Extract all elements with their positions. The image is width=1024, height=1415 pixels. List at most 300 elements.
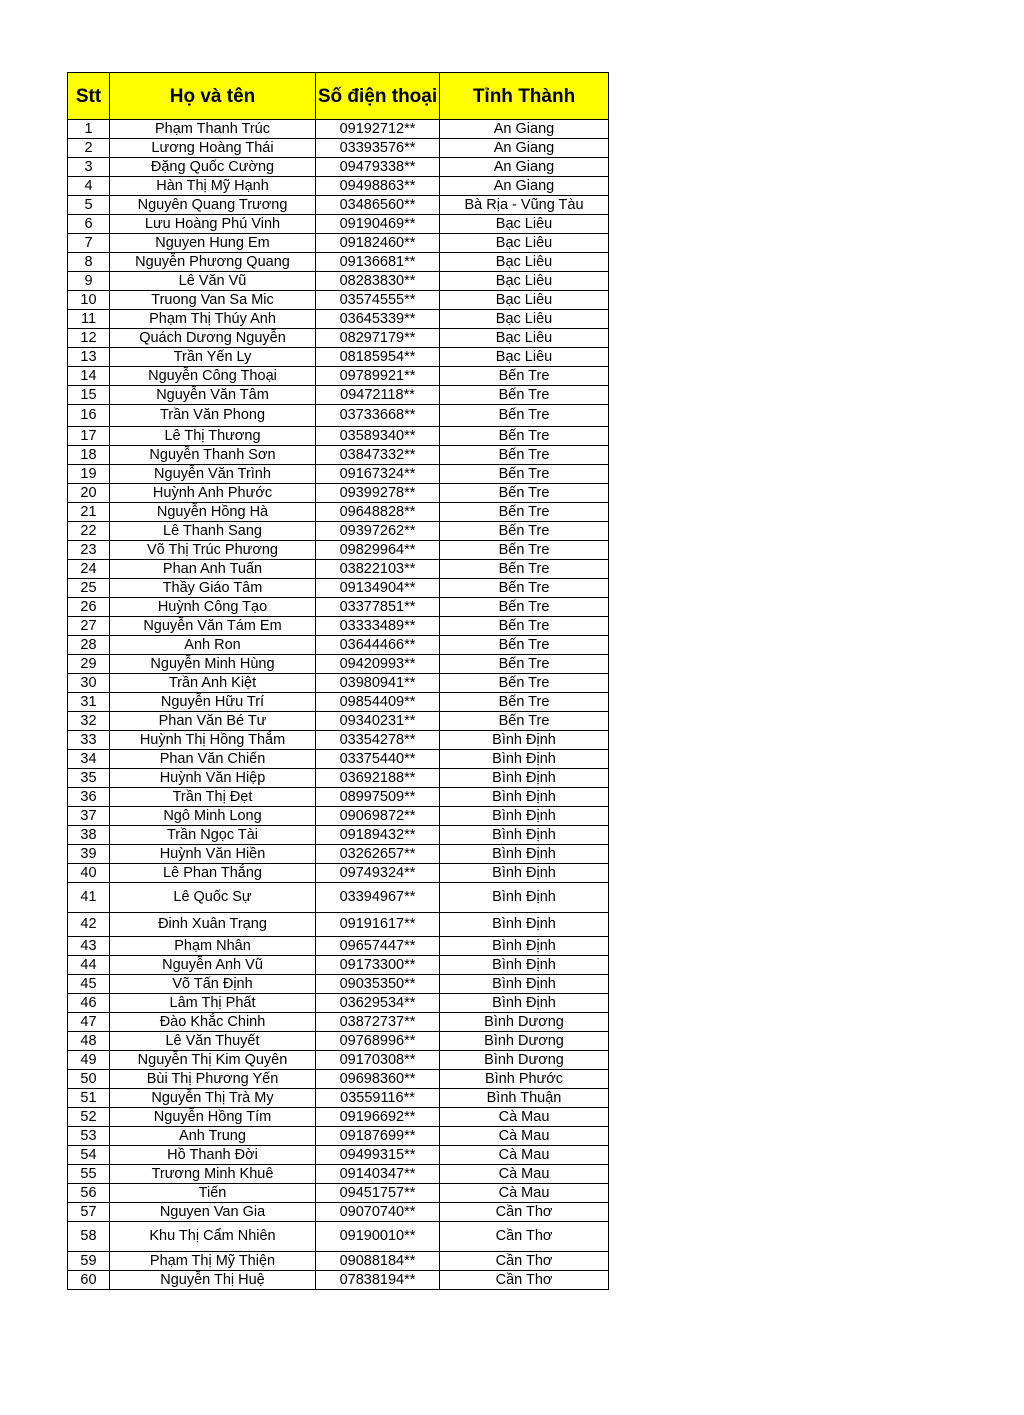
table-row — [68, 465, 609, 484]
cell-name: Võ Tấn Định — [110, 975, 316, 994]
header-stt: Stt — [68, 73, 110, 120]
cell-province: Bến Tre — [440, 522, 609, 541]
cell-stt: 11 — [68, 310, 110, 329]
cell-stt: 15 — [68, 386, 110, 405]
cell-stt: 2 — [68, 139, 110, 158]
cell-phone: 09498863** — [316, 177, 440, 196]
cell-province: Bến Tre — [440, 465, 609, 484]
cell-stt: 10 — [68, 291, 110, 310]
cell-phone: 03375440** — [316, 750, 440, 769]
cell-phone: 09190010** — [316, 1222, 440, 1252]
cell-province: Bến Tre — [440, 693, 609, 712]
table-row — [68, 541, 609, 560]
cell-stt: 24 — [68, 560, 110, 579]
table-row — [68, 1271, 609, 1290]
cell-stt: 9 — [68, 272, 110, 291]
cell-phone: 03354278** — [316, 731, 440, 750]
cell-name: Nguyen Hung Em — [110, 234, 316, 253]
cell-name: Nguyễn Thị Huệ — [110, 1271, 316, 1290]
cell-phone: 08997509** — [316, 788, 440, 807]
cell-province: An Giang — [440, 139, 609, 158]
table-row — [68, 913, 609, 937]
table-row — [68, 139, 609, 158]
table-row — [68, 560, 609, 579]
cell-name: Lâm Thị Phất — [110, 994, 316, 1013]
cell-province: Bình Dương — [440, 1032, 609, 1051]
cell-stt: 29 — [68, 655, 110, 674]
table-row — [68, 636, 609, 655]
cell-stt: 3 — [68, 158, 110, 177]
cell-stt: 59 — [68, 1252, 110, 1271]
cell-phone: 03822103** — [316, 560, 440, 579]
cell-name: Võ Thị Trúc Phương — [110, 541, 316, 560]
cell-stt: 51 — [68, 1089, 110, 1108]
cell-phone: 03872737** — [316, 1013, 440, 1032]
cell-province: Bình Định — [440, 788, 609, 807]
table-row — [68, 937, 609, 956]
table-row — [68, 956, 609, 975]
cell-phone: 03692188** — [316, 769, 440, 788]
cell-phone: 09340231** — [316, 712, 440, 731]
cell-name: Nguyễn Minh Hùng — [110, 655, 316, 674]
cell-stt: 32 — [68, 712, 110, 731]
table-row — [68, 427, 609, 446]
cell-province: Cà Mau — [440, 1108, 609, 1127]
cell-province: Bến Tre — [440, 541, 609, 560]
cell-phone: 09173300** — [316, 956, 440, 975]
cell-phone: 03980941** — [316, 674, 440, 693]
cell-province: Bình Định — [440, 913, 609, 937]
cell-name: Phan Văn Chiến — [110, 750, 316, 769]
cell-name: Nguyễn Anh Vũ — [110, 956, 316, 975]
cell-province: Bạc Liêu — [440, 215, 609, 234]
table-row — [68, 503, 609, 522]
table-row — [68, 807, 609, 826]
cell-province: Bạc Liêu — [440, 310, 609, 329]
table-row — [68, 975, 609, 994]
table-row — [68, 177, 609, 196]
cell-name: Phạm Thanh Trúc — [110, 120, 316, 139]
table-row — [68, 845, 609, 864]
cell-stt: 47 — [68, 1013, 110, 1032]
cell-stt: 38 — [68, 826, 110, 845]
cell-stt: 21 — [68, 503, 110, 522]
cell-stt: 39 — [68, 845, 110, 864]
cell-name: Phạm Thị Thúy Anh — [110, 310, 316, 329]
table-row — [68, 310, 609, 329]
cell-stt: 54 — [68, 1146, 110, 1165]
cell-name: Nguyễn Phương Quang — [110, 253, 316, 272]
table-row — [68, 234, 609, 253]
table-row — [68, 788, 609, 807]
cell-province: Bình Định — [440, 956, 609, 975]
cell-stt: 13 — [68, 348, 110, 367]
table-row — [68, 1252, 609, 1271]
table-row — [68, 1051, 609, 1070]
cell-name: Huỳnh Văn Hiệp — [110, 769, 316, 788]
table-row — [68, 1127, 609, 1146]
cell-stt: 5 — [68, 196, 110, 215]
cell-phone: 03333489** — [316, 617, 440, 636]
cell-name: Trần Anh Kiệt — [110, 674, 316, 693]
cell-name: Đào Khắc Chinh — [110, 1013, 316, 1032]
cell-province: Bến Tre — [440, 367, 609, 386]
cell-province: Bến Tre — [440, 446, 609, 465]
table-row — [68, 750, 609, 769]
cell-stt: 18 — [68, 446, 110, 465]
cell-stt: 25 — [68, 579, 110, 598]
cell-stt: 23 — [68, 541, 110, 560]
cell-name: Bùi Thị Phương Yến — [110, 1070, 316, 1089]
table-row — [68, 1013, 609, 1032]
cell-name: Anh Ron — [110, 636, 316, 655]
cell-stt: 55 — [68, 1165, 110, 1184]
cell-name: Thầy Giáo Tâm — [110, 579, 316, 598]
cell-phone: 03486560** — [316, 196, 440, 215]
table-row — [68, 405, 609, 427]
cell-name: Lê Quốc Sự — [110, 883, 316, 913]
cell-name: Nguyên Quang Trương — [110, 196, 316, 215]
cell-phone: 09035350** — [316, 975, 440, 994]
cell-name: Nguyễn Thị Kim Quyên — [110, 1051, 316, 1070]
cell-province: Bình Định — [440, 731, 609, 750]
cell-phone: 09854409** — [316, 693, 440, 712]
cell-stt: 40 — [68, 864, 110, 883]
cell-stt: 37 — [68, 807, 110, 826]
table-row — [68, 1222, 609, 1252]
cell-name: Trần Ngọc Tài — [110, 826, 316, 845]
cell-stt: 35 — [68, 769, 110, 788]
cell-name: Nguyễn Thị Trà My — [110, 1089, 316, 1108]
cell-stt: 58 — [68, 1222, 110, 1252]
cell-name: Phạm Thị Mỹ Thiện — [110, 1252, 316, 1271]
cell-name: Trần Văn Phong — [110, 405, 316, 427]
cell-province: Bạc Liêu — [440, 253, 609, 272]
cell-stt: 1 — [68, 120, 110, 139]
table-row — [68, 1165, 609, 1184]
table-row — [68, 1108, 609, 1127]
cell-province: Bình Dương — [440, 1051, 609, 1070]
header-province: Tỉnh Thành — [440, 73, 609, 120]
cell-stt: 6 — [68, 215, 110, 234]
table-row — [68, 215, 609, 234]
cell-stt: 43 — [68, 937, 110, 956]
cell-name: Trần Yến Ly — [110, 348, 316, 367]
cell-stt: 56 — [68, 1184, 110, 1203]
table-row — [68, 826, 609, 845]
table-row — [68, 253, 609, 272]
table-row — [68, 693, 609, 712]
cell-phone: 09088184** — [316, 1252, 440, 1271]
cell-stt: 26 — [68, 598, 110, 617]
table-row — [68, 598, 609, 617]
cell-name: Nguyễn Hồng Hà — [110, 503, 316, 522]
table-row — [68, 1032, 609, 1051]
cell-phone: 03393576** — [316, 139, 440, 158]
cell-province: Bình Phước — [440, 1070, 609, 1089]
cell-province: An Giang — [440, 158, 609, 177]
table-row — [68, 120, 609, 139]
cell-phone: 09657447** — [316, 937, 440, 956]
cell-name: Trần Thị Đẹt — [110, 788, 316, 807]
cell-stt: 30 — [68, 674, 110, 693]
cell-name: Lê Văn Thuyết — [110, 1032, 316, 1051]
cell-phone: 03589340** — [316, 427, 440, 446]
cell-phone: 09472118** — [316, 386, 440, 405]
cell-name: Phan Anh Tuấn — [110, 560, 316, 579]
cell-name: Lê Văn Vũ — [110, 272, 316, 291]
cell-province: An Giang — [440, 177, 609, 196]
table-row — [68, 158, 609, 177]
cell-stt: 7 — [68, 234, 110, 253]
cell-stt: 49 — [68, 1051, 110, 1070]
cell-province: Bến Tre — [440, 598, 609, 617]
cell-stt: 36 — [68, 788, 110, 807]
cell-province: Bình Định — [440, 883, 609, 913]
cell-stt: 50 — [68, 1070, 110, 1089]
cell-province: Bạc Liêu — [440, 291, 609, 310]
table-row — [68, 1089, 609, 1108]
cell-phone: 09196692** — [316, 1108, 440, 1127]
cell-name: Lương Hoàng Thái — [110, 139, 316, 158]
cell-phone: 09499315** — [316, 1146, 440, 1165]
cell-phone: 09140347** — [316, 1165, 440, 1184]
cell-province: Bến Tre — [440, 427, 609, 446]
cell-province: Bến Tre — [440, 560, 609, 579]
cell-name: Đinh Xuân Trạng — [110, 913, 316, 937]
cell-phone: 09451757** — [316, 1184, 440, 1203]
cell-stt: 17 — [68, 427, 110, 446]
cell-province: Bình Định — [440, 994, 609, 1013]
cell-stt: 44 — [68, 956, 110, 975]
cell-province: Bạc Liêu — [440, 234, 609, 253]
cell-province: Bến Tre — [440, 386, 609, 405]
cell-stt: 22 — [68, 522, 110, 541]
table-row — [68, 994, 609, 1013]
cell-province: Bạc Liêu — [440, 348, 609, 367]
cell-phone: 03644466** — [316, 636, 440, 655]
cell-name: Nguyễn Công Thoại — [110, 367, 316, 386]
cell-province: Bạc Liêu — [440, 272, 609, 291]
cell-province: Bến Tre — [440, 484, 609, 503]
table-row — [68, 1203, 609, 1222]
cell-phone: 09648828** — [316, 503, 440, 522]
cell-phone: 09189432** — [316, 826, 440, 845]
cell-phone: 03262657** — [316, 845, 440, 864]
table-row — [68, 864, 609, 883]
cell-stt: 57 — [68, 1203, 110, 1222]
cell-stt: 52 — [68, 1108, 110, 1127]
cell-province: Cần Thơ — [440, 1222, 609, 1252]
cell-name: Đặng Quốc Cường — [110, 158, 316, 177]
cell-phone: 09698360** — [316, 1070, 440, 1089]
cell-province: Bình Định — [440, 807, 609, 826]
cell-name: Nguyen Van Gia — [110, 1203, 316, 1222]
cell-province: Cà Mau — [440, 1127, 609, 1146]
cell-stt: 14 — [68, 367, 110, 386]
cell-province: Bình Định — [440, 845, 609, 864]
cell-province: Bến Tre — [440, 405, 609, 427]
cell-name: Nguyễn Hữu Trí — [110, 693, 316, 712]
table-row — [68, 674, 609, 693]
cell-name: Tiến — [110, 1184, 316, 1203]
cell-province: Bình Định — [440, 975, 609, 994]
cell-phone: 03645339** — [316, 310, 440, 329]
cell-province: Bà Rịa - Vũng Tàu — [440, 196, 609, 215]
contact-table — [67, 72, 609, 1290]
cell-province: Cà Mau — [440, 1165, 609, 1184]
cell-stt: 20 — [68, 484, 110, 503]
cell-name: Huỳnh Thị Hồng Thắm — [110, 731, 316, 750]
cell-name: Quách Dương Nguyễn — [110, 329, 316, 348]
cell-phone: 03629534** — [316, 994, 440, 1013]
table-row — [68, 329, 609, 348]
table-row — [68, 196, 609, 215]
cell-name: Phạm Nhân — [110, 937, 316, 956]
cell-phone: 03847332** — [316, 446, 440, 465]
cell-phone: 08297179** — [316, 329, 440, 348]
cell-phone: 09420993** — [316, 655, 440, 674]
cell-name: Lê Phan Thắng — [110, 864, 316, 883]
cell-stt: 42 — [68, 913, 110, 937]
cell-stt: 48 — [68, 1032, 110, 1051]
cell-province: Bến Tre — [440, 579, 609, 598]
cell-phone: 09170308** — [316, 1051, 440, 1070]
cell-phone: 09190469** — [316, 215, 440, 234]
cell-phone: 09191617** — [316, 913, 440, 937]
header-phone: Số điện thoại — [316, 73, 440, 120]
cell-phone: 09192712** — [316, 120, 440, 139]
cell-name: Hàn Thị Mỹ Hạnh — [110, 177, 316, 196]
cell-phone: 03733668** — [316, 405, 440, 427]
cell-province: Bạc Liêu — [440, 329, 609, 348]
cell-name: Nguyễn Văn Trình — [110, 465, 316, 484]
cell-stt: 45 — [68, 975, 110, 994]
cell-stt: 31 — [68, 693, 110, 712]
table-row — [68, 579, 609, 598]
cell-name: Hồ Thanh Đời — [110, 1146, 316, 1165]
cell-province: Bình Định — [440, 750, 609, 769]
cell-stt: 8 — [68, 253, 110, 272]
cell-stt: 12 — [68, 329, 110, 348]
cell-phone: 09749324** — [316, 864, 440, 883]
table-row — [68, 272, 609, 291]
cell-phone: 09136681** — [316, 253, 440, 272]
cell-province: Cần Thơ — [440, 1203, 609, 1222]
cell-name: Anh Trung — [110, 1127, 316, 1146]
cell-province: Bến Tre — [440, 674, 609, 693]
cell-stt: 34 — [68, 750, 110, 769]
cell-stt: 28 — [68, 636, 110, 655]
cell-name: Nguyễn Hồng Tím — [110, 1108, 316, 1127]
cell-name: Truong Van Sa Mic — [110, 291, 316, 310]
cell-province: Bình Định — [440, 864, 609, 883]
cell-name: Nguyễn Văn Tám Em — [110, 617, 316, 636]
cell-phone: 09134904** — [316, 579, 440, 598]
cell-province: Bình Dương — [440, 1013, 609, 1032]
cell-name: Lê Thị Thương — [110, 427, 316, 446]
cell-phone: 03574555** — [316, 291, 440, 310]
cell-stt: 41 — [68, 883, 110, 913]
table-row — [68, 484, 609, 503]
cell-province: Cần Thơ — [440, 1252, 609, 1271]
table-row — [68, 1146, 609, 1165]
cell-phone: 09479338** — [316, 158, 440, 177]
cell-phone: 07838194** — [316, 1271, 440, 1290]
cell-name: Nguyễn Thanh Sơn — [110, 446, 316, 465]
table-row — [68, 712, 609, 731]
cell-name: Trương Minh Khuê — [110, 1165, 316, 1184]
cell-phone: 09167324** — [316, 465, 440, 484]
table-row — [68, 731, 609, 750]
cell-province: Bình Thuận — [440, 1089, 609, 1108]
cell-stt: 4 — [68, 177, 110, 196]
header-row — [68, 73, 609, 120]
cell-province: Bến Tre — [440, 636, 609, 655]
cell-phone: 09399278** — [316, 484, 440, 503]
table-row — [68, 1070, 609, 1089]
cell-name: Phan Văn Bé Tư — [110, 712, 316, 731]
cell-name: Ngô Minh Long — [110, 807, 316, 826]
table-row — [68, 617, 609, 636]
cell-province: Cà Mau — [440, 1146, 609, 1165]
cell-stt: 46 — [68, 994, 110, 1013]
cell-phone: 09069872** — [316, 807, 440, 826]
cell-name: Khu Thị Cẩm Nhiên — [110, 1222, 316, 1252]
cell-phone: 09829964** — [316, 541, 440, 560]
cell-phone: 03377851** — [316, 598, 440, 617]
cell-province: Bình Định — [440, 769, 609, 788]
cell-province: Bến Tre — [440, 503, 609, 522]
cell-province: Cà Mau — [440, 1184, 609, 1203]
cell-phone: 08283830** — [316, 272, 440, 291]
table-row — [68, 386, 609, 405]
cell-stt: 19 — [68, 465, 110, 484]
table-row — [68, 1184, 609, 1203]
cell-province: Bình Định — [440, 826, 609, 845]
cell-stt: 16 — [68, 405, 110, 427]
cell-stt: 60 — [68, 1271, 110, 1290]
cell-name: Huỳnh Công Tạo — [110, 598, 316, 617]
cell-phone: 08185954** — [316, 348, 440, 367]
table-row — [68, 367, 609, 386]
header-name: Họ và tên — [110, 73, 316, 120]
cell-province: Cần Thơ — [440, 1271, 609, 1290]
table-row — [68, 446, 609, 465]
cell-phone: 09182460** — [316, 234, 440, 253]
cell-stt: 53 — [68, 1127, 110, 1146]
table-row — [68, 348, 609, 367]
table-row — [68, 522, 609, 541]
cell-province: An Giang — [440, 120, 609, 139]
cell-phone: 03394967** — [316, 883, 440, 913]
cell-province: Bến Tre — [440, 712, 609, 731]
cell-province: Bến Tre — [440, 655, 609, 674]
cell-phone: 09070740** — [316, 1203, 440, 1222]
cell-name: Nguyễn Văn Tâm — [110, 386, 316, 405]
table-row — [68, 769, 609, 788]
cell-stt: 27 — [68, 617, 110, 636]
cell-name: Huỳnh Văn Hiền — [110, 845, 316, 864]
cell-name: Lưu Hoàng Phú Vinh — [110, 215, 316, 234]
table-row — [68, 655, 609, 674]
cell-name: Huỳnh Anh Phước — [110, 484, 316, 503]
cell-phone: 09789921** — [316, 367, 440, 386]
cell-province: Bến Tre — [440, 617, 609, 636]
table-row — [68, 291, 609, 310]
table-row — [68, 883, 609, 913]
cell-phone: 09397262** — [316, 522, 440, 541]
